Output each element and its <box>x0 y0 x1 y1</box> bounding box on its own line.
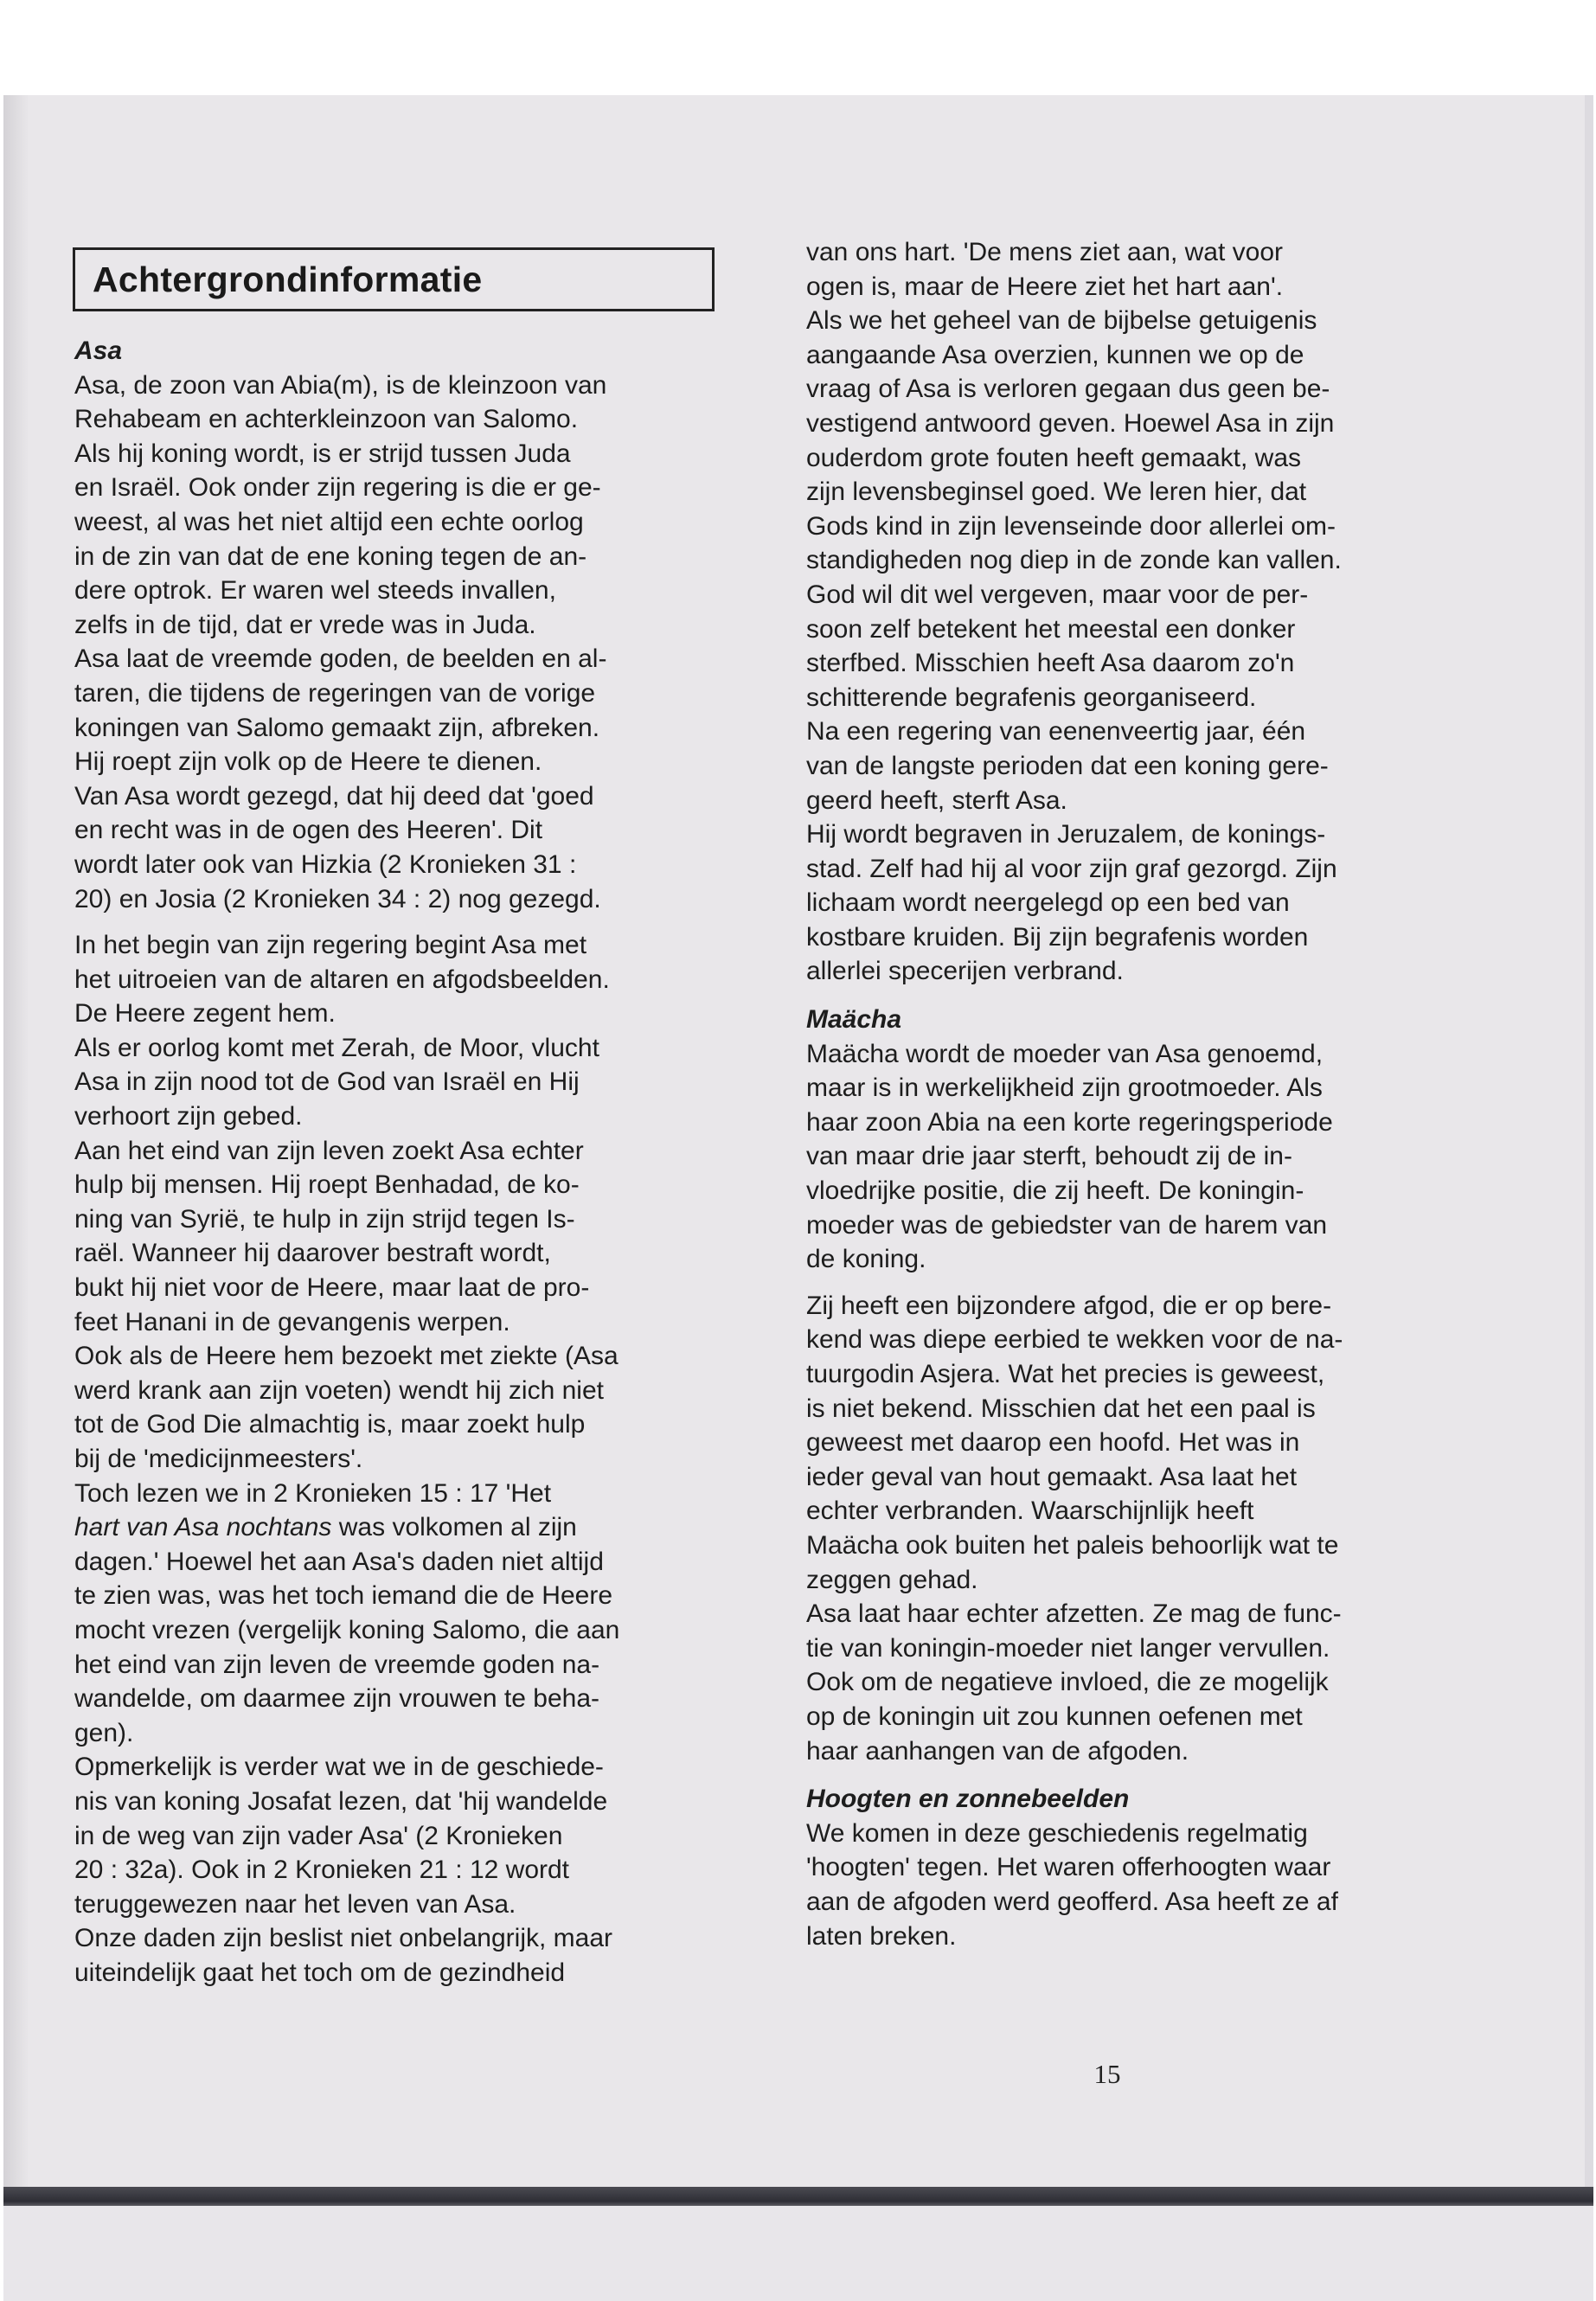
left-column <box>74 334 718 1990</box>
section-header-box <box>73 247 715 311</box>
paragraph: Onze daden zijn beslist niet onbelangrijk, maar uiteindelijk gaat het toch om de gezindheid <box>74 1924 613 1987</box>
paragraph: Asa laat haar echter afzetten. Ze mag de func- tie van koningin-moeder niet langer vervullen. Ook om de negatieve invloed, die ze mogelijk op de koningin uit zou kunnen oefenen met haar aanhangen van de afgoden. <box>806 1599 1342 1766</box>
paragraph-text: Toch lezen we in 2 Kronieken 15 : 17 'Het <box>74 1478 552 1508</box>
heading-asa: Asa <box>74 336 123 365</box>
paragraph: Asa, de zoon van Abia(m), is de kleinzoon van Rehabeam en achterkleinzoon van Salomo. Als hij koning wordt, is er strijd tussen Juda en Israël. Ook onder zijn regering is die er ge- weest, al was het niet altijd een echte oorlog in de zin van dat de ene koning tegen de an- dere optrok. Er waren wel steeds invallen, zelfs in de tijd, dat er vrede was in Juda. <box>74 370 607 639</box>
paragraph: Als we het geheel van de bijbelse getuigenis aangaande Asa overzien, kunnen we op de vraag of Asa is verloren gegaan dus geen be- vestigend antwoord geven. Hoewel Asa in zijn ouderdom grote fouten heeft gemaakt, was zijn levensbeginsel goed. We leren hier, dat Gods kind in zijn levenseinde door allerlei om- standigheden nog diep in de zonde kan vallen. God wil dit wel vergeven, maar voor de per- soon zelf betekent het meestal een donker sterfbed. Misschien heeft Asa daarom zo'n schitterende begrafenis georganiseerd. <box>806 306 1342 712</box>
page-spine-shadow <box>3 95 29 2206</box>
paragraph: van ons hart. 'De mens ziet aan, wat voor ogen is, maar de Heere ziet het hart aan'. <box>806 238 1284 301</box>
paragraph: In het begin van zijn regering begint Asa met het uitroeien van de altaren en afgodsbeelden. De Heere zegent hem. <box>74 931 610 1029</box>
paragraph: Opmerkelijk is verder wat we in de geschiede- nis van koning Josafat lezen, dat 'hij wandelde in de weg van zijn vader Asa' (2 Kronieken 20 : 32a). Ook in 2 Kronieken 21 : 12 wordt teruggewezen naar het leven van Asa. <box>74 1753 608 1919</box>
paragraph: Van Asa wordt gezegd, dat hij deed dat 'goed en recht was in de ogen des Heeren'. Dit wordt later ook van Hizkia (2 Kronieken 31 : 20) en Josia (2 Kronieken 34 : 2) nog gezegd. <box>74 781 601 913</box>
paragraph: Zij heeft een bijzondere afgod, die er op bere- kend was diepe eerbied te wekken voor de na- tuurgodin Asjera. Wat het precies is geweest, is niet bekend. Misschien dat het een paal is geweest met daarop een hoofd. Het was in ieder geval van hout gemaakt. Asa laat het echter verbranden. Waarschijnlijk heeft Maächa ook buiten het paleis behoorlijk wat te zeggen gehad. <box>806 1291 1343 1594</box>
paragraph-text: was volkomen al zijn dagen.' Hoewel het aan Asa's daden niet altijd te zien was, was het toch iemand die de Heere mocht vrezen (vergelijk koning Salomo, die aan het eind van zijn leven de vreemde goden na- wandelde, om daarmee zijn vrouwen te beha- gen). <box>74 1513 620 1747</box>
paragraph-with-quote <box>74 1477 718 1751</box>
right-column <box>806 235 1446 1953</box>
paragraph: We komen in deze geschiedenis regelmatig 'hoogten' tegen. Het waren offerhoogten waar aan de afgoden werd geofferd. Asa heeft ze af laten breken. <box>806 1818 1338 1951</box>
section-title: Achtergrondinformatie <box>93 260 483 299</box>
background-strip <box>3 2206 1593 2301</box>
paragraph: Ook als de Heere hem bezoekt met ziekte (Asa werd krank aan zijn voeten) wendt hij zich niet tot de God Die almachtig is, maar zoekt hulp bij de 'medicijnmeesters'. <box>74 1342 619 1473</box>
paragraph: Na een regering van eenenveertig jaar, één van de langste perioden dat een koning gere- geerd heeft, sterft Asa. <box>806 717 1329 815</box>
heading-hoogten: Hoogten en zonnebeelden <box>806 1785 1130 1814</box>
heading-maacha: Maächa <box>806 1005 902 1035</box>
italic-quote: hart van Asa nochtans <box>74 1513 332 1542</box>
paragraph: Asa laat de vreemde goden, de beelden en al- taren, die tijdens de regeringen van de vorige koningen van Salomo gemaakt zijn, afbreken. <box>74 644 607 742</box>
page-number: 15 <box>1093 2059 1121 2089</box>
paragraph: Aan het eind van zijn leven zoekt Asa echter hulp bij mensen. Hij roept Benhadad, de ko- ning van Syrië, te hulp in zijn strijd tegen Is- raël. Wanneer hij daarover bestraft wordt, bukt hij niet voor de Heere, maar laat de pro- feet Hanani in de gevangenis werpen. <box>74 1136 590 1336</box>
page-edge <box>1585 95 1593 2206</box>
paragraph: Maächa wordt de moeder van Asa genoemd, maar is in werkelijkheid zijn grootmoeder. Als haar zoon Abia na een korte regeringsperiode van maar drie jaar sterft, behoudt zij de in- vloedrijke positie, die zij heeft. De koningin- moeder was de gebiedster van de harem van de koning. <box>806 1039 1333 1274</box>
paragraph: Als er oorlog komt met Zerah, de Moor, vlucht Asa in zijn nood tot de God van Israël en Hij verhoort zijn gebed. <box>74 1033 599 1131</box>
paragraph: Hij wordt begraven in Jeruzalem, de konings- stad. Zelf had hij al voor zijn graf gezorgd. Zijn lichaam wordt neergelegd op een bed van kostbare kruiden. Bij zijn begrafenis worden allerlei specerijen verbrand. <box>806 820 1337 986</box>
paragraph: Hij roept zijn volk op de Heere te dienen. <box>74 747 542 777</box>
